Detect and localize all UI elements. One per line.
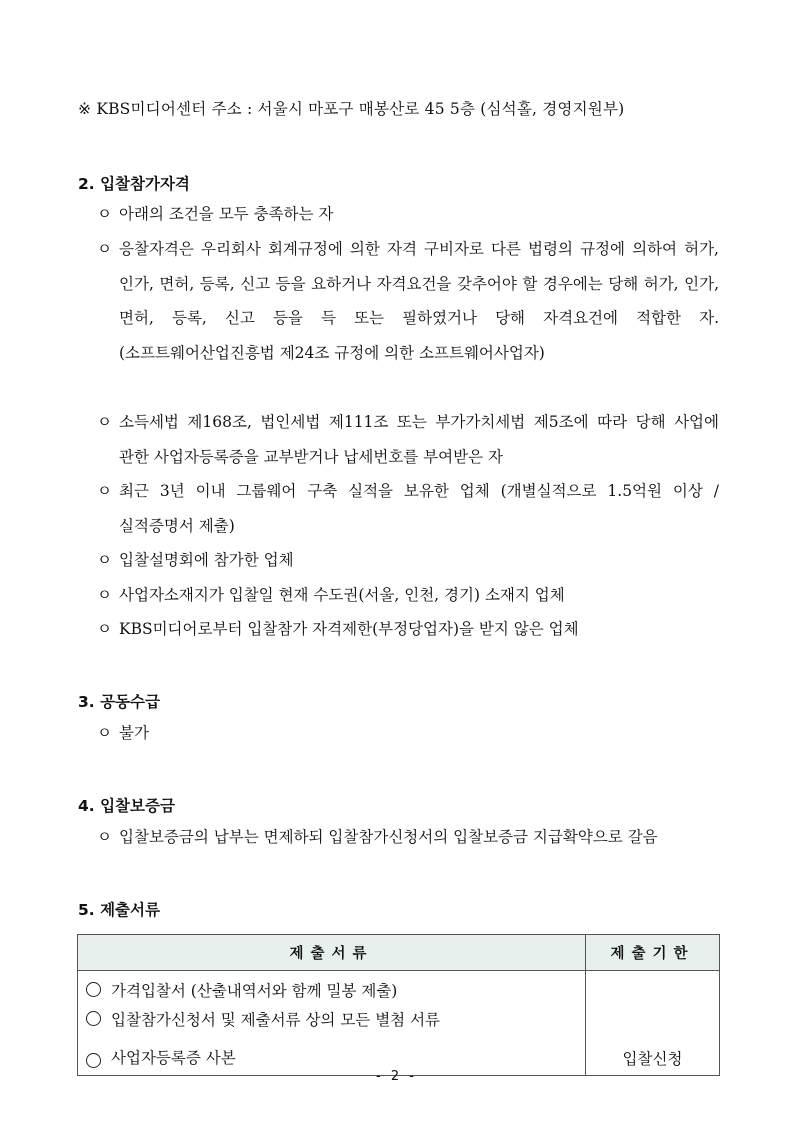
list-item-text: 최근 3년 이내 그룹웨어 구축 실적을 보유한 업체 (개별실적으로 1.5억원 이상 / 실적증명서 제출) <box>119 482 719 535</box>
circle-bullet-icon <box>86 982 101 997</box>
circle-bullet-icon <box>86 1053 101 1068</box>
list-item <box>97 578 719 613</box>
bullet-marker: ㅇ <box>97 205 112 223</box>
list-item-text: 입찰보증금의 납부는 면제하되 입찰참가신청서의 입찰보증금 지급확약으로 갈음 <box>119 828 658 846</box>
section-heading-eligibility: 2. 입찰참가자격 <box>78 175 190 193</box>
deadline-cell: 입찰신청 <box>586 971 720 1076</box>
bullet-marker: ㅇ <box>97 413 112 431</box>
document-item-text: 입찰참가신청서 및 제출서류 상의 모든 별첨 서류 <box>111 1010 441 1029</box>
bullet-marker: ㅇ <box>97 586 112 604</box>
bullet-marker: ㅇ <box>97 828 112 846</box>
list-item <box>97 543 719 578</box>
section-heading-documents: 5. 제출서류 <box>78 901 160 919</box>
list-item-text: KBS미디어로부터 입찰참가 자격제한(부정당업자)을 받지 않은 업체 <box>119 620 579 638</box>
document-item <box>86 1033 577 1073</box>
list-item <box>97 820 719 855</box>
list-item-text: 사업자소재지가 입찰일 현재 수도권(서울, 인천, 경기) 소재지 업체 <box>119 586 565 604</box>
list-item <box>97 612 719 647</box>
document-item-text: 사업자등록증 사본 <box>111 1049 236 1067</box>
documents-table <box>77 934 720 1076</box>
list-item-text: 응찰자격은 우리회사 회계규정에 의한 자격 구비자로 다른 법령의 규정에 의하여 허가, 인가, 면허, 등록, 신고 등을 요하거나 자격요건을 갖추어야 할 경우에는 당해 허가, 인가, 면허, 등록, 신고 등을 득 또는 필하였거나 당해 자격요건에 적합한 자. (소프트웨어산업진흥법 제24조 규정에 의한 소프트웨어사업자) <box>119 240 719 362</box>
list-item-text: 소득세법 제168조, 법인세법 제111조 또는 부가가치세법 제5조에 따라 당해 사업에 관한 사업자등록증을 교부받거나 납세번호를 부여받은 자 <box>119 413 719 466</box>
section-heading-bid-deposit: 4. 입찰보증금 <box>78 797 175 815</box>
document-item <box>86 975 577 1004</box>
bullet-marker: ㅇ <box>97 240 112 258</box>
list-item <box>97 405 719 474</box>
deadline-column-header: 제출기한 <box>586 935 720 971</box>
list-item-text: 입찰설명회에 참가한 업체 <box>119 551 294 569</box>
bullet-marker: ㅇ <box>97 620 112 638</box>
bullet-marker: ㅇ <box>97 482 112 500</box>
document-item <box>86 1004 577 1033</box>
bullet-marker: ㅇ <box>97 724 112 742</box>
list-item <box>97 716 719 751</box>
circle-bullet-icon <box>86 1011 101 1026</box>
list-item-text: 불가 <box>119 724 149 742</box>
list-item <box>97 474 719 543</box>
list-item <box>97 232 719 370</box>
list-item <box>97 197 719 232</box>
document-item-text: 가격입찰서 (산출내역서와 함께 밀봉 제출) <box>111 981 398 1000</box>
bullet-marker: ㅇ <box>97 551 112 569</box>
documents-column-header: 제출서류 <box>78 935 586 971</box>
section-heading-joint-supply: 3. 공동수급 <box>78 693 160 711</box>
page-number: - 2 - <box>376 1069 417 1084</box>
address-notice: ※ KBS미디어센터 주소 : 서울시 마포구 매봉산로 45 5층 (심석홀, 경영지원부) <box>78 100 625 118</box>
list-item-text: 아래의 조건을 모두 충족하는 자 <box>119 205 334 223</box>
documents-cell <box>78 971 586 1076</box>
